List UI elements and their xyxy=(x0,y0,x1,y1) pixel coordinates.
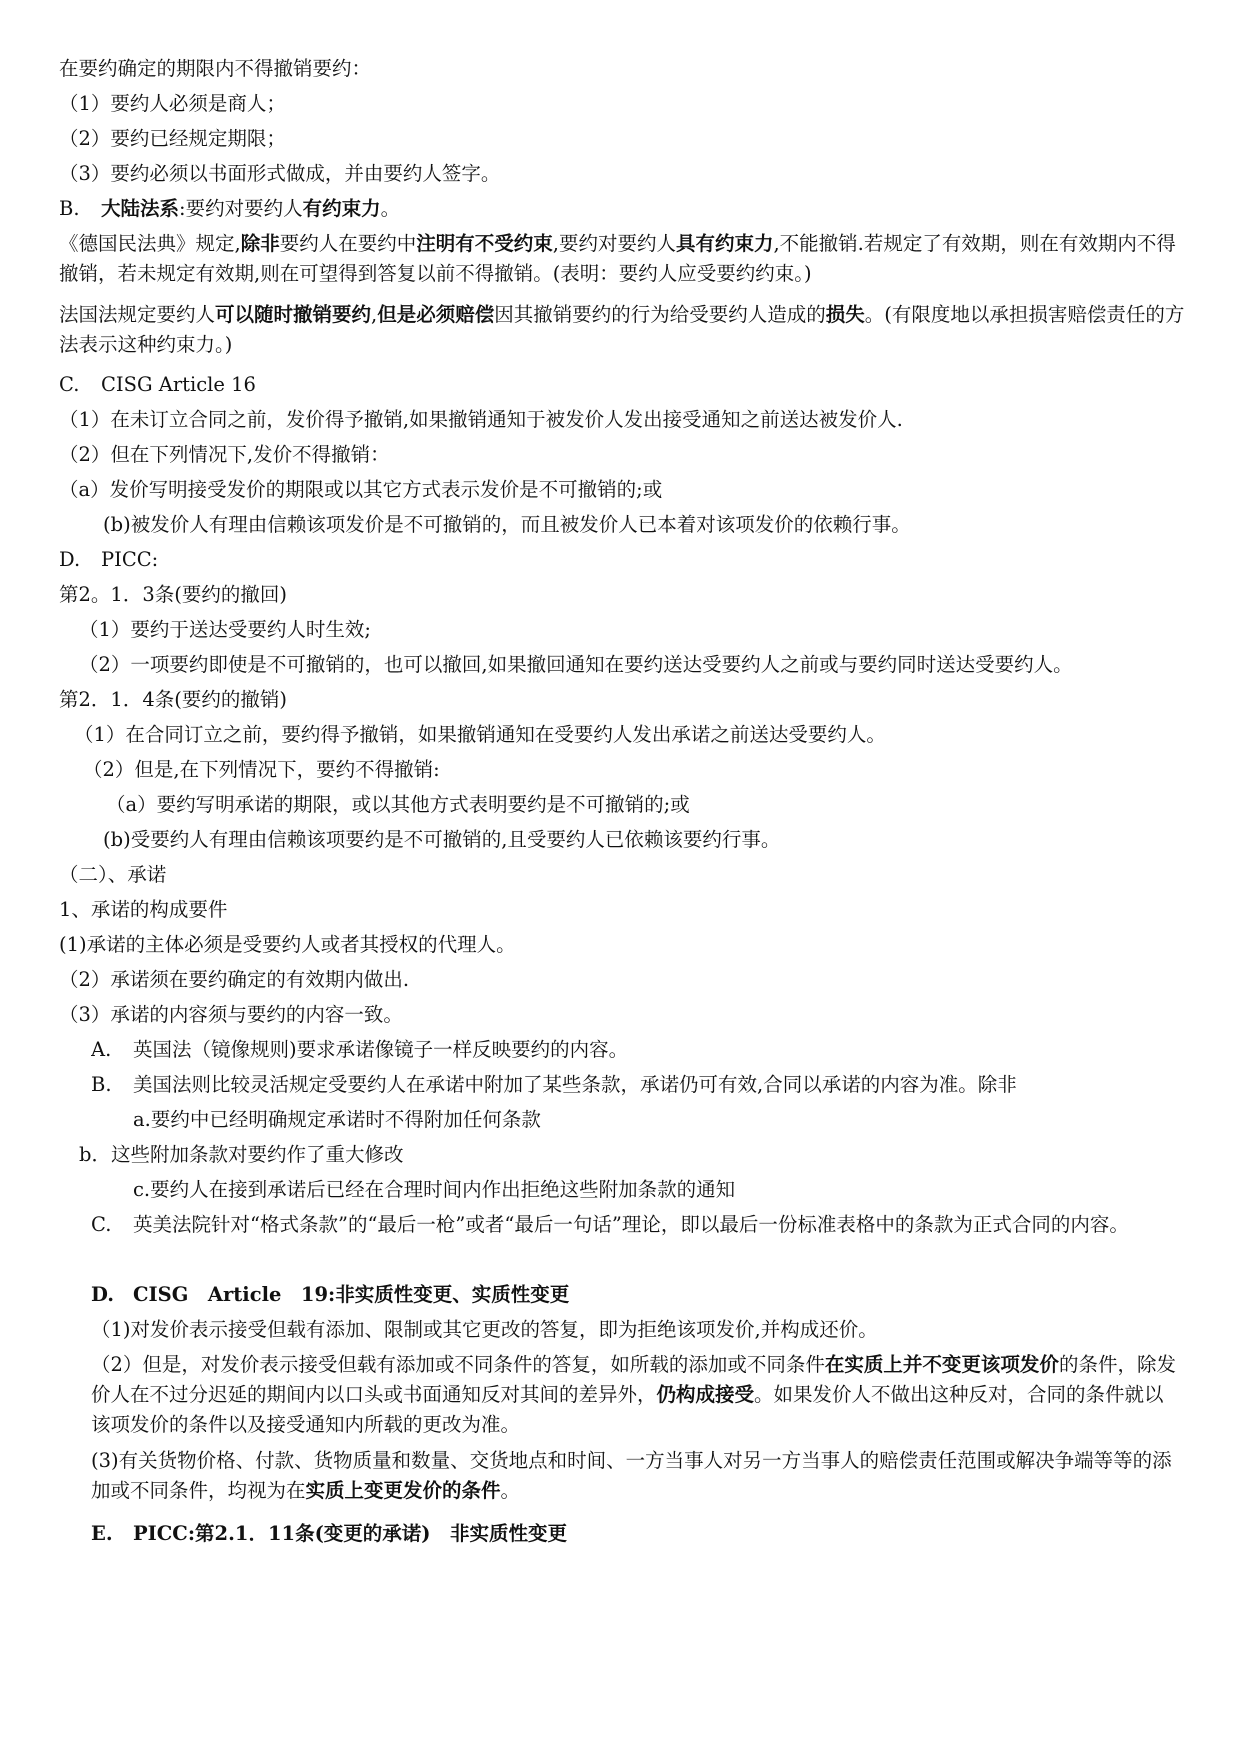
body-text: :要约对要约人 xyxy=(179,197,303,220)
body-text: 英美法院针对“格式条款”的“最后一枪”或者“最后一句话”理论，即以最后一份标准表格中的条款为正式合同的内容。 xyxy=(133,1213,1129,1236)
item-label: D. xyxy=(91,1283,115,1306)
body-text: 。 xyxy=(380,197,401,220)
list-item: （2）一项要约即使是不可撤销的，也可以撤回,如果撤回通知在要约送达受要约人之前或与要约同时送达受要约人。 xyxy=(79,653,1073,676)
section-label: D. xyxy=(59,548,81,571)
body-text: 法国法规定要约人 xyxy=(59,303,216,326)
body-text: 。(有限度地以承担损害赔偿责任的方法表示这种约束力。) xyxy=(59,303,1185,356)
article-heading: 第2．1．4条(要约的撤销) xyxy=(59,688,287,711)
heading-text: 大陆法系 xyxy=(101,197,180,220)
heading-text: PICC: xyxy=(101,548,159,571)
body-text: 的条件，除发价人在不过分迟延的期间内以口头或书面通知反对其间的差异外， xyxy=(91,1353,1176,1406)
list-item: （1）要约人必须是商人； xyxy=(59,92,286,115)
body-text: 美国法则比较灵活规定受要约人在承诺中附加了某些条款，承诺仍可有效,合同以承诺的内容为准。除非 xyxy=(133,1073,1017,1096)
list-item: （a）发价写明接受发价的期限或以其它方式表示发价是不可撤销的;或 xyxy=(59,478,663,501)
list-item-d xyxy=(91,1280,1221,1310)
body-text: (3)有关货物价格、付款、货物质量和数量、交货地点和时间、一方当事人对另一方当事人的赔偿责任范围或解决争端等等的添加或不同条件，均视为在 xyxy=(91,1449,1172,1502)
emphasis-text: 可以随时撤销要约 xyxy=(215,303,372,326)
emphasis-text: 在实质上并不变更该项发价 xyxy=(824,1353,1059,1376)
list-item-e xyxy=(91,1519,1221,1549)
item-label: C. xyxy=(91,1213,112,1236)
item-label: E. xyxy=(91,1522,113,1545)
heading-text: PICC:第2.1．11条(变更的承诺) 非实质性变更 xyxy=(133,1522,568,1545)
emphasis-text: 具有约束力 xyxy=(675,232,774,255)
list-item: （2）要约已经规定期限； xyxy=(59,127,286,150)
emphasis-text: 注明有不受约束 xyxy=(416,232,553,255)
subsection-heading: 1、承诺的构成要件 xyxy=(59,898,228,921)
section-heading-c xyxy=(59,370,1189,400)
emphasis-text: 有约束力 xyxy=(302,197,381,220)
list-item-c xyxy=(91,1210,1181,1240)
body-text: 英国法（镜像规则)要求承诺像镜子一样反映要约的内容。 xyxy=(133,1038,629,1061)
sub-item: b．这些附加条款对要约作了重大修改 xyxy=(79,1143,404,1166)
emphasis-text: 损失 xyxy=(825,303,865,326)
body-text: 《德国民法典》规定, xyxy=(59,232,241,255)
section-heading-b xyxy=(59,194,1189,224)
list-item-a xyxy=(91,1035,1221,1065)
paragraph: 在要约确定的期限内不得撤销要约： xyxy=(59,57,372,80)
list-item: （a）要约写明承诺的期限，或以其他方式表明要约是不可撤销的;或 xyxy=(106,793,690,816)
list-item: （1）在未订立合同之前，发价得予撤销,如果撤销通知于被发价人发出接受通知之前送达被发价人. xyxy=(59,408,903,431)
heading-text: CISG Article 16 xyxy=(101,373,256,396)
emphasis-text: 但是必须赔偿 xyxy=(377,303,495,326)
article-heading: 第2。1．3条(要约的撤回) xyxy=(59,583,287,606)
list-item: （1）在合同订立之前，要约得予撤销，如果撤销通知在受要约人发出承诺之前送达受要约人。 xyxy=(74,723,886,746)
list-item: （2）但是,在下列情况下，要约不得撤销: xyxy=(83,758,440,781)
paragraph-german-code xyxy=(59,229,1189,289)
paragraph-french-law xyxy=(59,300,1189,360)
item-label: B. xyxy=(91,1073,112,1096)
list-item: （2）但在下列情况下,发价不得撤销： xyxy=(59,443,390,466)
section-label: B. xyxy=(59,197,80,220)
section-heading: （二）、承诺 xyxy=(59,863,167,886)
list-item: （2）承诺须在要约确定的有效期内做出. xyxy=(59,968,410,991)
body-text: 。 xyxy=(500,1479,521,1502)
sub-item: a.要约中已经明确规定承诺时不得附加任何条款 xyxy=(133,1108,541,1131)
list-item-b xyxy=(91,1070,1221,1100)
section-label: C. xyxy=(59,373,80,396)
body-text: ,不能撤销.若规定了有效期，则在有效期内不得撤销，若未规定有效期,则在可望得到答复以前不得撤销。(表明：要约人应受要约约束。) xyxy=(59,232,1176,285)
body-text: 因其撤销要约的行为给受要约人造成的 xyxy=(494,303,826,326)
list-item: (b)受要约人有理由信赖该项要约是不可撤销的,且受要约人已依赖该要约行事。 xyxy=(103,828,781,851)
heading-text: CISG Article 19:非实质性变更、实质性变更 xyxy=(133,1283,570,1306)
body-text: （2）但是，对发价表示接受但载有添加或不同条件的答复，如所载的添加或不同条件 xyxy=(91,1353,825,1376)
body-text: 要约人在要约中 xyxy=(279,232,417,255)
list-item: （3）承诺的内容须与要约的内容一致。 xyxy=(59,1003,403,1026)
item-label: A. xyxy=(91,1038,112,1061)
paragraph-cisg-19-2 xyxy=(91,1350,1181,1440)
emphasis-text: 除非 xyxy=(240,232,280,255)
emphasis-text: 仍构成接受 xyxy=(656,1383,755,1406)
list-item: (1)承诺的主体必须是受要约人或者其授权的代理人。 xyxy=(59,933,516,956)
body-text: 。如果发价人不做出这种反对，合同的条件就以该项发价的条件以及接受通知内所载的更改为准。 xyxy=(91,1383,1164,1436)
section-heading-d xyxy=(59,545,1189,575)
list-item: (b)被发价人有理由信赖该项发价是不可撤销的，而且被发价人已本着对该项发价的依赖行事。 xyxy=(103,513,911,536)
body-text: , xyxy=(371,303,378,326)
emphasis-text: 实质上变更发价的条件 xyxy=(305,1479,501,1502)
list-item: （1）要约于送达受要约人时生效; xyxy=(79,618,371,641)
paragraph-cisg-19-3 xyxy=(91,1446,1181,1506)
body-text: ,要约对要约人 xyxy=(552,232,676,255)
list-item: （1)对发价表示接受但载有添加、限制或其它更改的答复，即为拒绝该项发价,并构成还价。 xyxy=(91,1318,878,1341)
sub-item: c.要约人在接到承诺后已经在合理时间内作出拒绝这些附加条款的通知 xyxy=(133,1178,736,1201)
list-item: （3）要约必须以书面形式做成，并由要约人签字。 xyxy=(59,162,501,185)
